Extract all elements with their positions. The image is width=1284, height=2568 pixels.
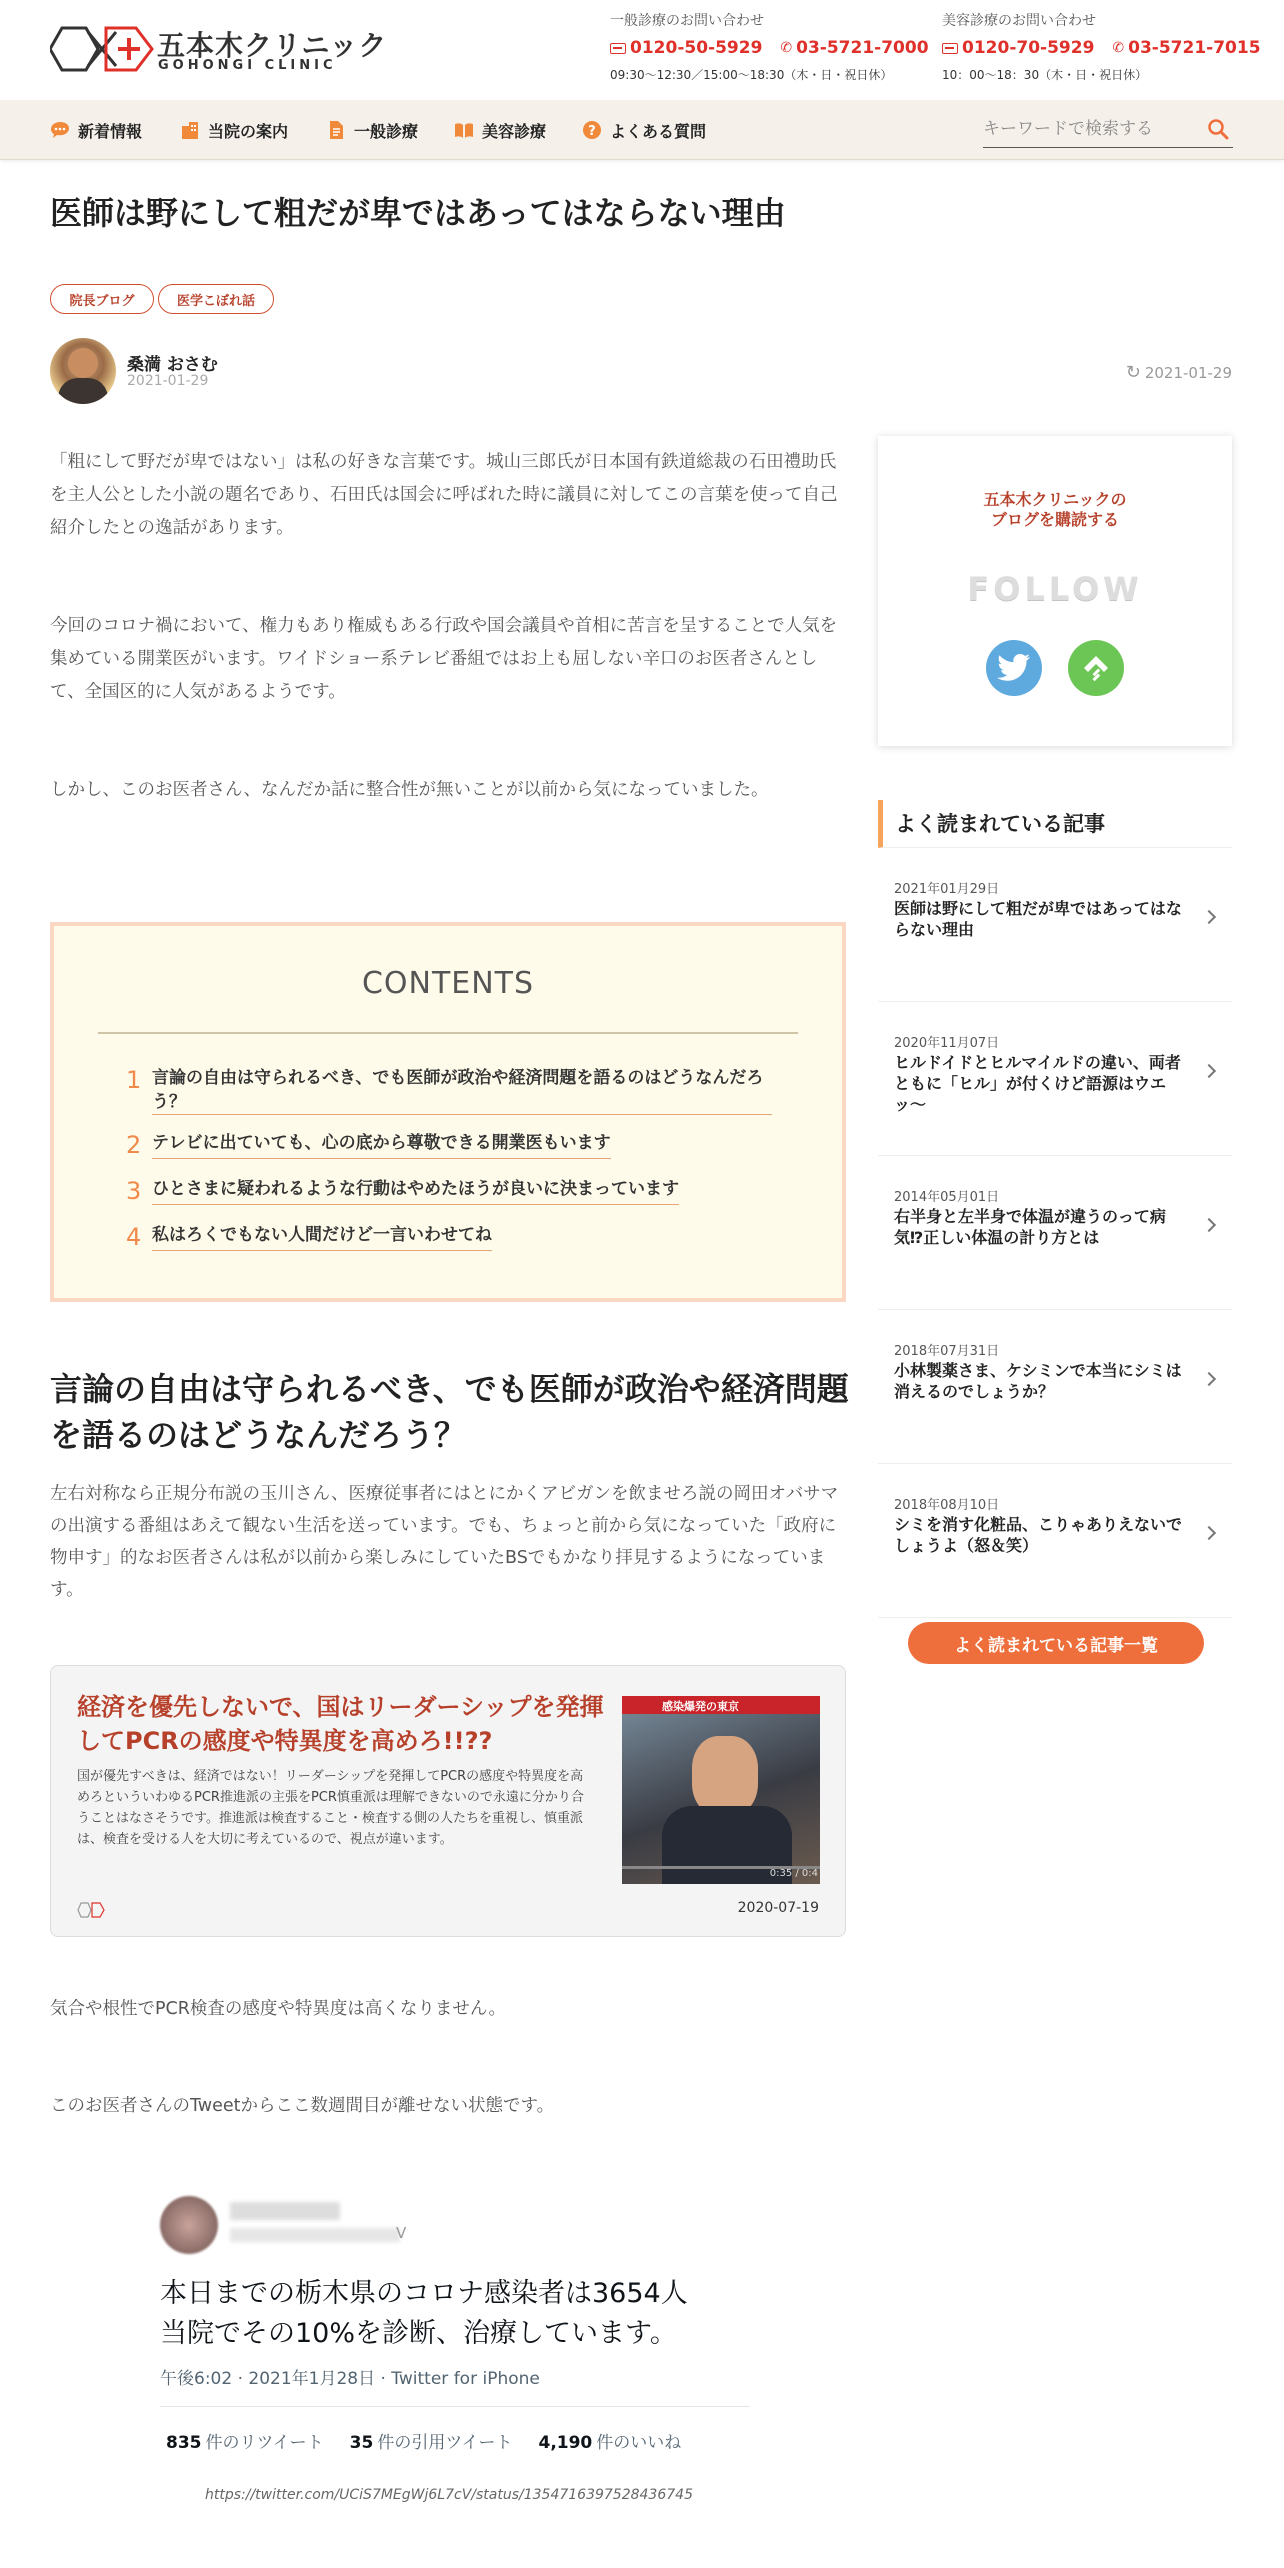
logo-name-jp[interactable]: 五本木クリニック <box>157 29 388 62</box>
toc-item-4[interactable]: 4 私はろくでもない人間だけど一言いわせてね <box>126 1223 492 1251</box>
popular-list-button[interactable]: よく読まれている記事一覧 <box>908 1622 1204 1664</box>
speech-bubble-icon <box>50 120 70 140</box>
follow-heading: FOLLOW <box>967 570 1143 608</box>
search-icon[interactable] <box>1207 118 1229 140</box>
search-box <box>983 110 1233 148</box>
chevron-right-icon <box>1202 910 1216 924</box>
nav-beauty[interactable]: 美容診療 <box>454 100 546 160</box>
beauty-hours: 10：00〜18：30（木・日・祝日休） <box>942 68 1148 82</box>
general-free-dial[interactable]: 0120-50-5929 <box>610 38 762 58</box>
toc-title: CONTENTS <box>361 966 535 1001</box>
favicon-icon <box>77 1902 105 1918</box>
tweet-likes[interactable]: 4,190 件のいいね <box>538 2433 682 2453</box>
table-of-contents <box>50 922 846 1302</box>
tweet-retweets[interactable]: 835 件のリツイート <box>166 2433 324 2453</box>
tweet-author-name-blurred <box>230 2202 340 2220</box>
card-thumbnail: 感染爆発の東京 0:35 / 0:4 <box>622 1696 820 1884</box>
chevron-right-icon <box>1202 1372 1216 1386</box>
phone-icon: ✆ <box>780 40 793 56</box>
site-header <box>0 0 1284 100</box>
tweet-text: 本日までの栃木県のコロナ感染者は3654人 当院でその10%を診断、治療しています。 <box>160 2278 688 2349</box>
tweet-divider <box>160 2406 750 2407</box>
logo-name-en: GOHONGI CLINIC <box>158 58 337 73</box>
clinic-logo-icon[interactable] <box>50 26 154 72</box>
card-date: 2020-07-19 <box>737 1900 819 1916</box>
feedly-follow-button[interactable] <box>1068 640 1124 696</box>
popular-item[interactable]: 2018年07月31日 小林製薬さま、ケシミンで本当にシミは消えるのでしょうか？ <box>878 1310 1232 1464</box>
popular-item[interactable]: 2021年01月29日 医師は野にして粗だが卑ではあってはならない理由 <box>878 848 1232 1002</box>
paragraph-3: しかし、このお医者さん、なんだか話に整合性が無いことが以前から気になっていました。 <box>50 780 769 800</box>
toc-divider <box>98 1032 798 1034</box>
tweet-url[interactable]: https://twitter.com/UCiS7MEgWj6L7cV/status/1354716397528436745 <box>205 2487 693 2503</box>
chevron-right-icon <box>1202 1064 1216 1078</box>
tag-director-blog[interactable]: 院長ブログ <box>50 284 154 314</box>
embedded-article-card[interactable] <box>50 1665 846 1937</box>
beauty-tel[interactable]: ✆ 03-5721-7015 <box>1112 38 1261 58</box>
paragraph-6: このお医者さんのTweetからここ数週間目が離せない状態です。 <box>50 2096 555 2116</box>
general-contact-label: 一般診療のお問い合わせ <box>610 13 764 29</box>
nav-about[interactable]: 当院の案内 <box>180 100 288 160</box>
svg-text:?: ? <box>588 124 596 139</box>
card-title: 経済を優先しないで、国はリーダーシップを発揮してPCRの感度や特異度を高めろ!!?? <box>77 1693 604 1755</box>
popular-item[interactable]: 2014年05月01日 右半身と左半身で体温が違うのって病気⁉正しい体温の計り方とは <box>878 1156 1232 1310</box>
paragraph-2: 今回のコロナ禍において、権力もあり権威もある行政や国会議員や首相に苦言を呈することで人気を集めている開業医がいます。ワイドショー系テレビ番組ではお上も屈しない辛口のお医者さんとして、全国区的に人気があるようです。 <box>50 616 838 702</box>
section-heading: 言論の自由は守られるべき、でも医師が政治や経済問題を語るのはどうなんだろう？ <box>50 1370 849 1454</box>
tweet-handle-suffix: V <box>396 2224 407 2242</box>
tweet-stats <box>166 2428 681 2453</box>
phone-icon: ✆ <box>1112 40 1125 56</box>
tweet-meta: 午後6:02 · 2021年1月28日 · Twitter for iPhone <box>160 2369 540 2389</box>
nav-faq[interactable]: ? よくある質問 <box>582 100 706 160</box>
tag-medical-trivia[interactable]: 医学こぼれ話 <box>158 284 274 314</box>
free-dial-icon <box>942 43 958 54</box>
nav-news[interactable]: 新着情報 <box>50 100 142 160</box>
paragraph-1: 「粗にして野だが卑ではない」は私の好きな言葉です。城山三郎氏が日本国有鉄道総裁の石田禮助氏を主人公とした小説の題名であり、石田氏は国会に呼ばれた時に議員に対してこの言葉を使って自己紹介したとの逸話があります。 <box>50 452 838 538</box>
tweet-avatar <box>160 2196 218 2254</box>
question-icon <box>582 120 602 140</box>
book-icon <box>454 120 474 140</box>
toc-item-1[interactable]: 1 言論の自由は守られるべき、でも医師が政治や経済問題を語るのはどうなんだろう？ <box>126 1066 772 1115</box>
tweet-handle-blurred <box>230 2228 400 2242</box>
toc-item-3[interactable]: 3 ひとさまに疑われるような行動はやめたほうが良いに決まっています <box>126 1177 679 1205</box>
toc-item-2[interactable]: 2 テレビに出ていても、心の底から尊敬できる開業医もいます <box>126 1131 611 1159</box>
twitter-icon <box>997 654 1031 682</box>
refresh-icon: ↻ <box>1125 362 1141 383</box>
page-title: 医師は野にして粗だが卑ではあってはならない理由 <box>50 194 786 232</box>
chevron-right-icon <box>1202 1218 1216 1232</box>
search-input[interactable] <box>983 116 1193 142</box>
follow-text: 五本木クリニックの ブログを購読する <box>983 490 1127 529</box>
popular-item[interactable]: 2018年08月10日 シミを消す化粧品、こりゃありえないでしょうよ（怒＆笑） <box>878 1464 1232 1618</box>
document-icon <box>326 120 346 140</box>
building-icon <box>180 120 200 140</box>
author-name[interactable]: 桑満 おさむ <box>127 355 218 375</box>
general-contact <box>610 10 929 83</box>
beauty-contact <box>942 10 1261 83</box>
general-hours: 09:30〜12:30／15:00〜18:30（木・日・祝日休） <box>610 68 893 82</box>
free-dial-icon <box>610 43 626 54</box>
general-tel[interactable]: ✆ 03-5721-7000 <box>780 38 929 58</box>
updated-date: ↻ 2021-01-29 <box>1125 362 1232 383</box>
tweet-quotes[interactable]: 35 件の引用ツイート <box>349 2433 513 2453</box>
twitter-follow-button[interactable] <box>986 640 1042 696</box>
card-description: 国が優先すべきは、経済ではない！リーダーシップを発揮してPCRの感度や特異度を高めろといういわゆるPCR推進派の主張をPCR慎重派は理解できないので永遠に分かり合うことはなさそうです。推進派は検査すること・検査する側の人たちを重視し、慎重派は、検査を受ける人を大切に考えているので、視点が違います。 <box>77 1769 584 1847</box>
beauty-contact-label: 美容診療のお問い合わせ <box>942 13 1096 29</box>
popular-heading: よく読まれている記事 <box>878 800 1232 848</box>
paragraph-4: 左右対称なら正規分布説の玉川さん、医療従事者にはとにかくアビガンを飲ませろ説の岡田オバサマの出演する番組はあえて観ない生活を送っています。でも、ちょっと前から気になっていた「政府に物申す」的なお医者さんは私が以前から楽しみにしていたBSでもかなり拝見するようになっています。 <box>50 1484 839 1600</box>
beauty-free-dial[interactable]: 0120-70-5929 <box>942 38 1094 58</box>
popular-item[interactable]: 2020年11月07日 ヒルドイドとヒルマイルドの違い、両者ともに「ヒル」が付くけど語源はウエッ〜 <box>878 1002 1232 1156</box>
paragraph-5: 気合や根性でPCR検査の感度や特異度は高くなりません。 <box>50 1999 506 2019</box>
chevron-right-icon <box>1202 1526 1216 1540</box>
post-date: 2021-01-29 <box>127 373 209 389</box>
author-avatar[interactable] <box>50 338 116 404</box>
feedly-icon <box>1081 653 1111 683</box>
nav-general[interactable]: 一般診療 <box>326 100 418 160</box>
follow-box <box>878 436 1232 746</box>
